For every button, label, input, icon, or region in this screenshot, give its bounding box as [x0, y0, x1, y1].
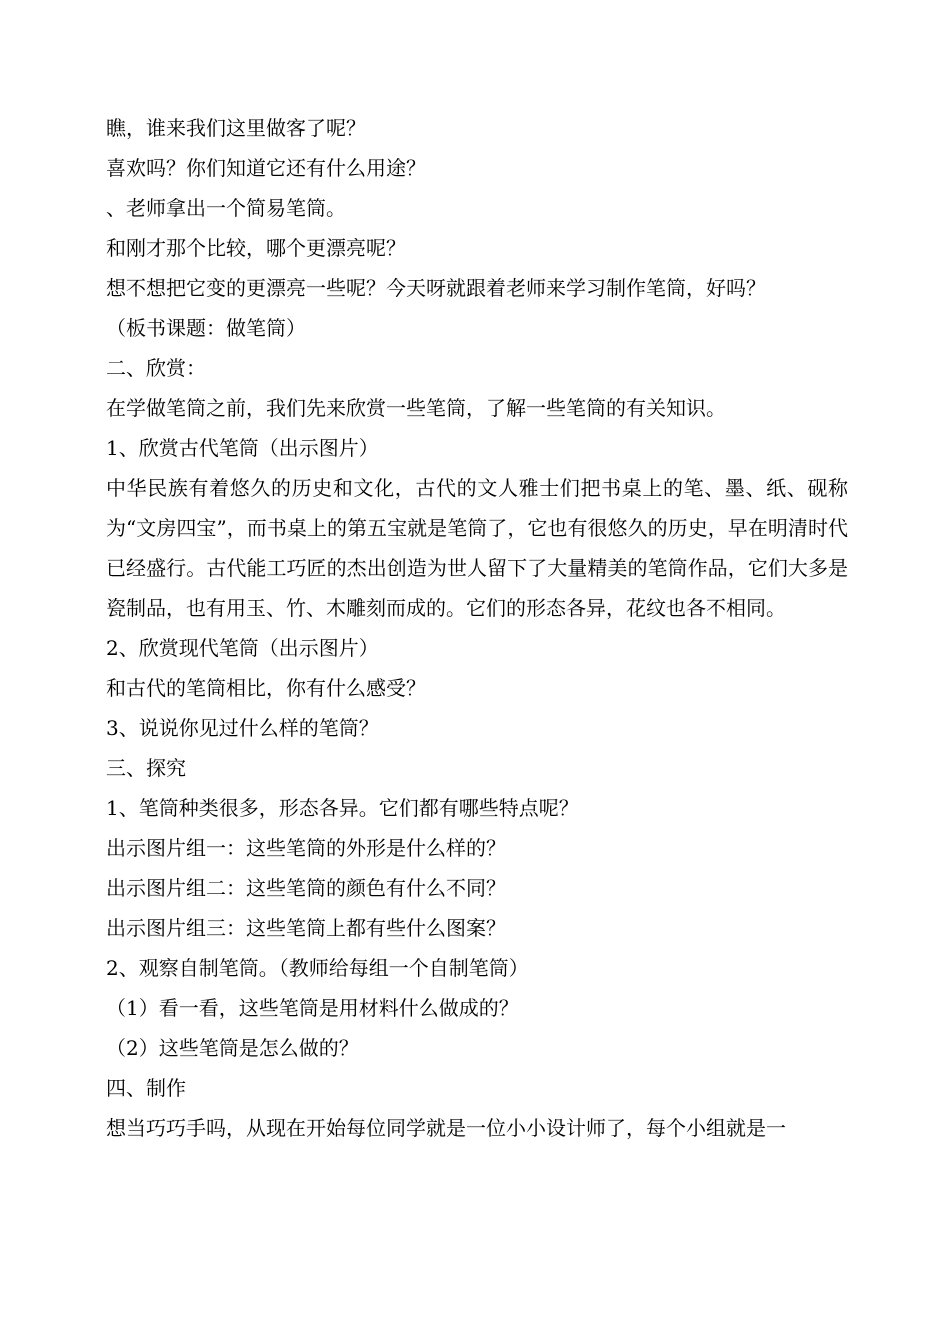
- text-line: 2、欣赏现代笔筒（出示图片）: [106, 636, 379, 660]
- text-line: （1）看一看，这些笔筒是用材料什么做成的？: [106, 996, 519, 1020]
- text-line: 出示图片组三：这些笔筒上都有些什么图案？: [106, 916, 506, 940]
- text-line: 瞧，谁来我们这里做客了呢？: [106, 116, 366, 140]
- text-line: （板书课题：做笔筒）: [106, 316, 306, 340]
- text-line: 、老师拿出一个简易笔筒。: [106, 196, 346, 220]
- text-line: 想不想把它变的更漂亮一些呢？今天呀就跟着老师来学习制作笔筒，好吗？: [106, 276, 766, 300]
- text-line: 喜欢吗？你们知道它还有什么用途？: [106, 156, 426, 180]
- text-line: 3、说说你见过什么样的笔筒？: [106, 716, 379, 740]
- section-heading: 三、探究: [106, 756, 186, 780]
- section-heading: 二、欣赏：: [106, 356, 206, 380]
- text-line: 想当巧巧手吗，从现在开始每位同学就是一位小小设计师了，每个小组就是一: [106, 1116, 786, 1140]
- text-line: 和刚才那个比较，哪个更漂亮呢？: [106, 236, 406, 260]
- text-line: 和古代的笔筒相比，你有什么感受？: [106, 676, 426, 700]
- section-heading: 四、制作: [106, 1076, 186, 1100]
- text-line: （2）这些笔筒是怎么做的？: [106, 1036, 359, 1060]
- document-body: [106, 108, 848, 1148]
- history-paragraph: 中华民族有着悠久的历史和文化，古代的文人雅士们把书桌上的笔、墨、纸、砚称为“文房四宝”，而书桌上的第五宝就是笔筒了，它也有很悠久的历史，早在明清时代已经盛行。古代能工巧匠的杰出创造为世人留下了大量精美的笔筒作品，它们大多是瓷制品，也有用玉、竹、木雕刻而成的。它们的形态各异，花纹也各不相同。: [106, 476, 848, 620]
- text-line: 出示图片组一：这些笔筒的外形是什么样的？: [106, 836, 506, 860]
- text-line: 2、观察自制笔筒。（教师给每组一个自制笔筒）: [106, 956, 529, 980]
- text-line: 在学做笔筒之前，我们先来欣赏一些笔筒，了解一些笔筒的有关知识。: [106, 396, 726, 420]
- text-line: 1、欣赏古代笔筒（出示图片）: [106, 436, 379, 460]
- text-line: 1、笔筒种类很多，形态各异。它们都有哪些特点呢？: [106, 796, 579, 820]
- text-line: 出示图片组二：这些笔筒的颜色有什么不同？: [106, 876, 506, 900]
